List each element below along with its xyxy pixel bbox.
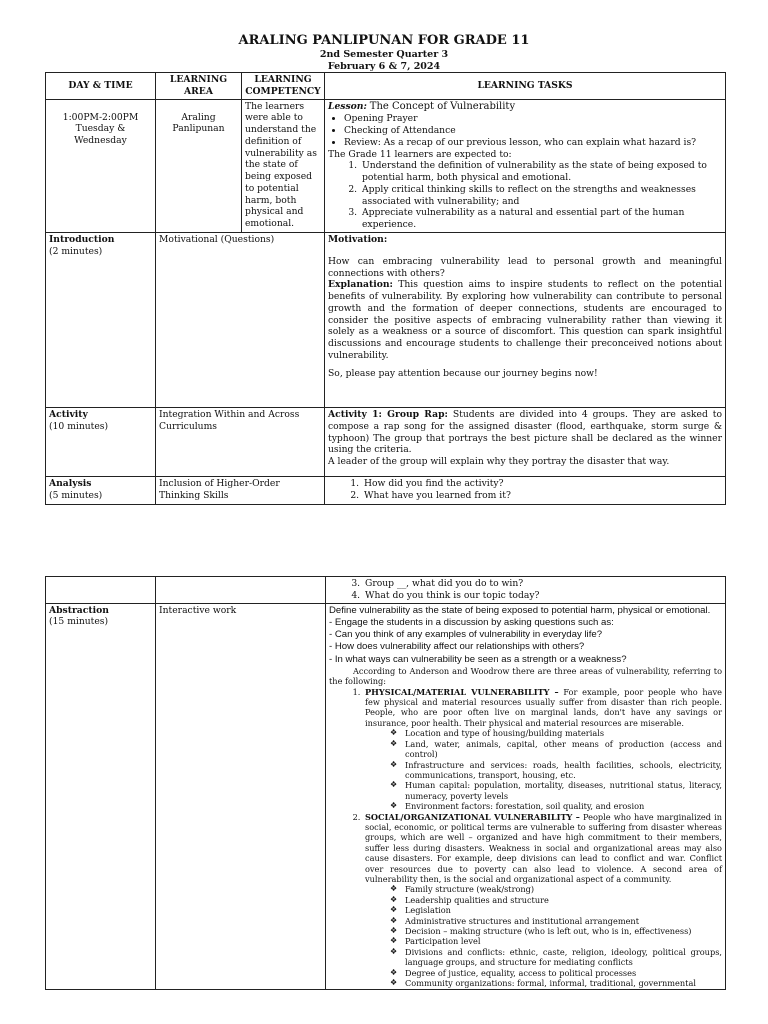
abstraction-row — [46, 603, 726, 990]
vulnerability-intro: According to Anderson and Woodrow there are three areas of vulnerability, referring to the following: — [329, 665, 722, 687]
list-item: 2. Apply critical thinking skills to reflect on the strengths and weaknesses associated with vulnerability; and — [360, 184, 722, 208]
list-item: ❖ Location and type of housing/building materials — [403, 728, 722, 738]
phase-title: Abstraction — [49, 604, 109, 616]
list-item: ❖ Family structure (weak/strong) — [403, 884, 722, 894]
empty-strategy-cell — [156, 577, 326, 604]
phase-duration: (2 minutes) — [49, 245, 103, 257]
analysis-phase-cell — [46, 476, 156, 504]
phase-duration: (10 minutes) — [49, 420, 109, 432]
analysis-questions — [328, 478, 722, 502]
days-text: Tuesday & Wednesday — [74, 123, 127, 147]
area-physical — [363, 687, 722, 812]
phase-duration: (15 minutes) — [49, 616, 109, 628]
analysis-row — [46, 476, 726, 504]
list-item: • Review: As a recap of our previous lesson, who can explain what hazard is? — [344, 137, 722, 149]
discussion-line: - In what ways can vulnerability be seen as a strength or a weakness? — [329, 653, 627, 665]
area-title: SOCIAL/ORGANIZATIONAL VULNERABILITY – — [365, 811, 580, 822]
closing-text: So, please pay attention because our journey begins now! — [328, 367, 598, 379]
analysis-strategy-cell — [156, 476, 325, 504]
expected-text: The Grade 11 learners are expected to: — [328, 148, 512, 160]
phase-title: Analysis — [49, 477, 92, 489]
list-item: ❖ Legislation — [403, 905, 722, 915]
analysis-tasks-cell — [325, 476, 726, 504]
abstraction-phase-cell — [46, 603, 156, 990]
discussion-line: - Engage the students in a discussion by asking questions such as: — [329, 616, 614, 628]
area-text: People who have marginalized in social, economic, or political terms are vulnerable to suffering from disaster whereas groups, which are well – organized and have high commitment to their members, suffer less during disasters. Weakness in social and organizational areas may also cause disasters. For example, deep divisions can lead to conflict and war. Conflict over resources due to poverty can also lead to violence. A second area of vulnerability then, is the social and organizational aspect of a community. — [365, 811, 722, 884]
lesson-title: The Concept of Vulnerability — [369, 100, 516, 112]
list-item: 4. What do you think is our topic today? — [363, 590, 722, 602]
document-title: ARALING PANLIPUNAN FOR GRADE 11 — [238, 33, 530, 48]
learning-competency-cell: The learners were able to understand the definition of vulnerability as the state of being exposed to potential harm, both physical and emotional. — [242, 99, 325, 232]
list-item: • Checking of Attendance — [344, 125, 722, 137]
phase-title: Activity — [49, 408, 88, 420]
list-item: ❖ Degree of justice, equality, access to political processes — [403, 968, 722, 978]
learning-area-cell: Araling Panlipunan — [156, 99, 242, 232]
area-title: PHYSICAL/MATERIAL VULNERABILITY – — [365, 686, 559, 697]
list-item: ❖ Administrative structures and institutional arrangement — [403, 916, 722, 926]
list-item: 3. Group __, what did you do to win? — [363, 578, 722, 590]
activity-tasks-cell — [325, 407, 726, 476]
table-header-row — [46, 73, 726, 100]
list-item: ❖ Environment factors: forestation, soil quality, and erosion — [403, 801, 722, 811]
list-item: ❖ Human capital: population, mortality, diseases, nutritional status, literacy, numeracy, poverty levels — [403, 780, 722, 801]
list-item: • Opening Prayer — [344, 113, 722, 125]
lesson-plan-table-part-1 — [45, 72, 726, 505]
motivation-question: How can embracing vulnerability lead to personal growth and meaningful connections with others? — [328, 255, 722, 279]
list-item: ❖ Community organizations: formal, informal, traditional, governmental — [403, 978, 722, 988]
opening-bullets — [328, 113, 722, 148]
vulnerability-areas — [329, 687, 722, 989]
activity-phase-cell — [46, 407, 156, 476]
introduction-tasks-cell — [325, 232, 726, 407]
explanation-text: This question aims to inspire students to reflect on the potential benefits of vulnerability. By exploring how vulnerability can contribute to personal growth and the formation of deeper connections, students are encouraged to consider the positive aspects of embracing vulnerability rather than viewing it solely as a weakness or a source of discomfort. This question can spark insightful discussions and encourage students to challenge their preconceived notions about vulnerability. — [328, 279, 723, 361]
list-item: 1. Understand the definition of vulnerability as the state of being exposed to potential harm, both physical and emotional. — [360, 160, 722, 184]
area-items — [365, 728, 722, 811]
definition-text: Define vulnerability as the state of being exposed to potential harm, physical or emotional. — [329, 604, 711, 616]
list-item: 2. What have you learned from it? — [362, 490, 722, 502]
date-label: February 6 & 7, 2024 — [327, 61, 441, 72]
area-social — [363, 812, 722, 989]
discussion-line: - Can you think of any examples of vulnerability in everyday life? — [329, 629, 603, 641]
list-item: ❖ Divisions and conflicts: ethnic, caste, religion, ideology, political groups, language groups, and structure for mediating conflicts — [403, 947, 722, 968]
activity-strategy-cell: Integration Within and Across Curriculums — [156, 407, 325, 476]
list-item: ❖ Participation level — [403, 936, 722, 946]
column-header-learning-competency: LEARNING COMPETENCY — [242, 73, 325, 100]
list-item: ❖ Land, water, animals, capital, other means of production (access and control) — [403, 739, 722, 760]
lesson-plan-table-part-2 — [45, 576, 726, 990]
overview-row — [46, 99, 726, 232]
learning-tasks-cell — [325, 99, 726, 232]
phase-title: Introduction — [49, 233, 115, 245]
activity-text: Students are divided into 4 groups. They are asked to compose a rap song for the assigned disaster (flood, earthquake, storm surge & typhoon) The group that portrays the best picture shall be declared as the winner using the criteria. — [328, 408, 723, 456]
analysis-continued-cell — [326, 577, 726, 604]
introduction-row — [46, 232, 726, 407]
column-header-day-time: DAY & TIME — [46, 73, 156, 100]
motivation-label: Motivation: — [328, 233, 388, 245]
introduction-phase-cell — [46, 232, 156, 407]
objectives-list — [328, 160, 722, 231]
area-items — [365, 884, 722, 988]
empty-phase-cell — [46, 577, 156, 604]
semester-label: 2nd Semester Quarter 3 — [319, 49, 449, 60]
time-text: 1:00PM-2:00PM — [62, 111, 139, 123]
day-time-cell — [46, 99, 156, 232]
list-item: 3. Appreciate vulnerability as a natural and essential part of the human experience. — [360, 207, 722, 231]
list-item: ❖ Decision – making structure (who is left out, who is in, effectiveness) — [403, 926, 722, 936]
lesson-label: Lesson: — [328, 100, 367, 112]
abstraction-tasks-cell — [326, 603, 726, 990]
list-item: ❖ Infrastructure and services: roads, health facilities, schools, electricity, communications, transport, housing, etc. — [403, 760, 722, 781]
activity-text-2: A leader of the group will explain why they portray the disaster that way. — [328, 456, 670, 468]
discussion-line: - How does vulnerability affect our relationships with others? — [329, 641, 585, 653]
abstraction-strategy-cell: Interactive work — [156, 603, 326, 990]
analysis-questions-continued — [329, 578, 722, 602]
column-header-learning-tasks: LEARNING TASKS — [325, 73, 726, 100]
area-text: For example, poor people who have few physical and material resources usually suffer from disaster than rich people. People, who are poor often live on marginal lands, don't have any savings or insurance, poor health. Their physical and material resources are miserable. — [365, 686, 723, 728]
list-item: ❖ Leadership qualities and structure — [403, 895, 722, 905]
list-item: 1. How did you find the activity? — [362, 478, 722, 490]
column-header-learning-area: LEARNING AREA — [156, 73, 242, 100]
activity-row — [46, 407, 726, 476]
analysis-continued-row — [46, 577, 726, 604]
strategy-text: Inclusion of Higher-Order Thinking Skills — [159, 477, 280, 501]
activity-label: Activity 1: Group Rap: — [328, 408, 448, 420]
phase-duration: (5 minutes) — [49, 489, 103, 501]
introduction-strategy-cell: Motivational (Questions) — [156, 232, 325, 407]
explanation-label: Explanation: — [328, 279, 393, 291]
